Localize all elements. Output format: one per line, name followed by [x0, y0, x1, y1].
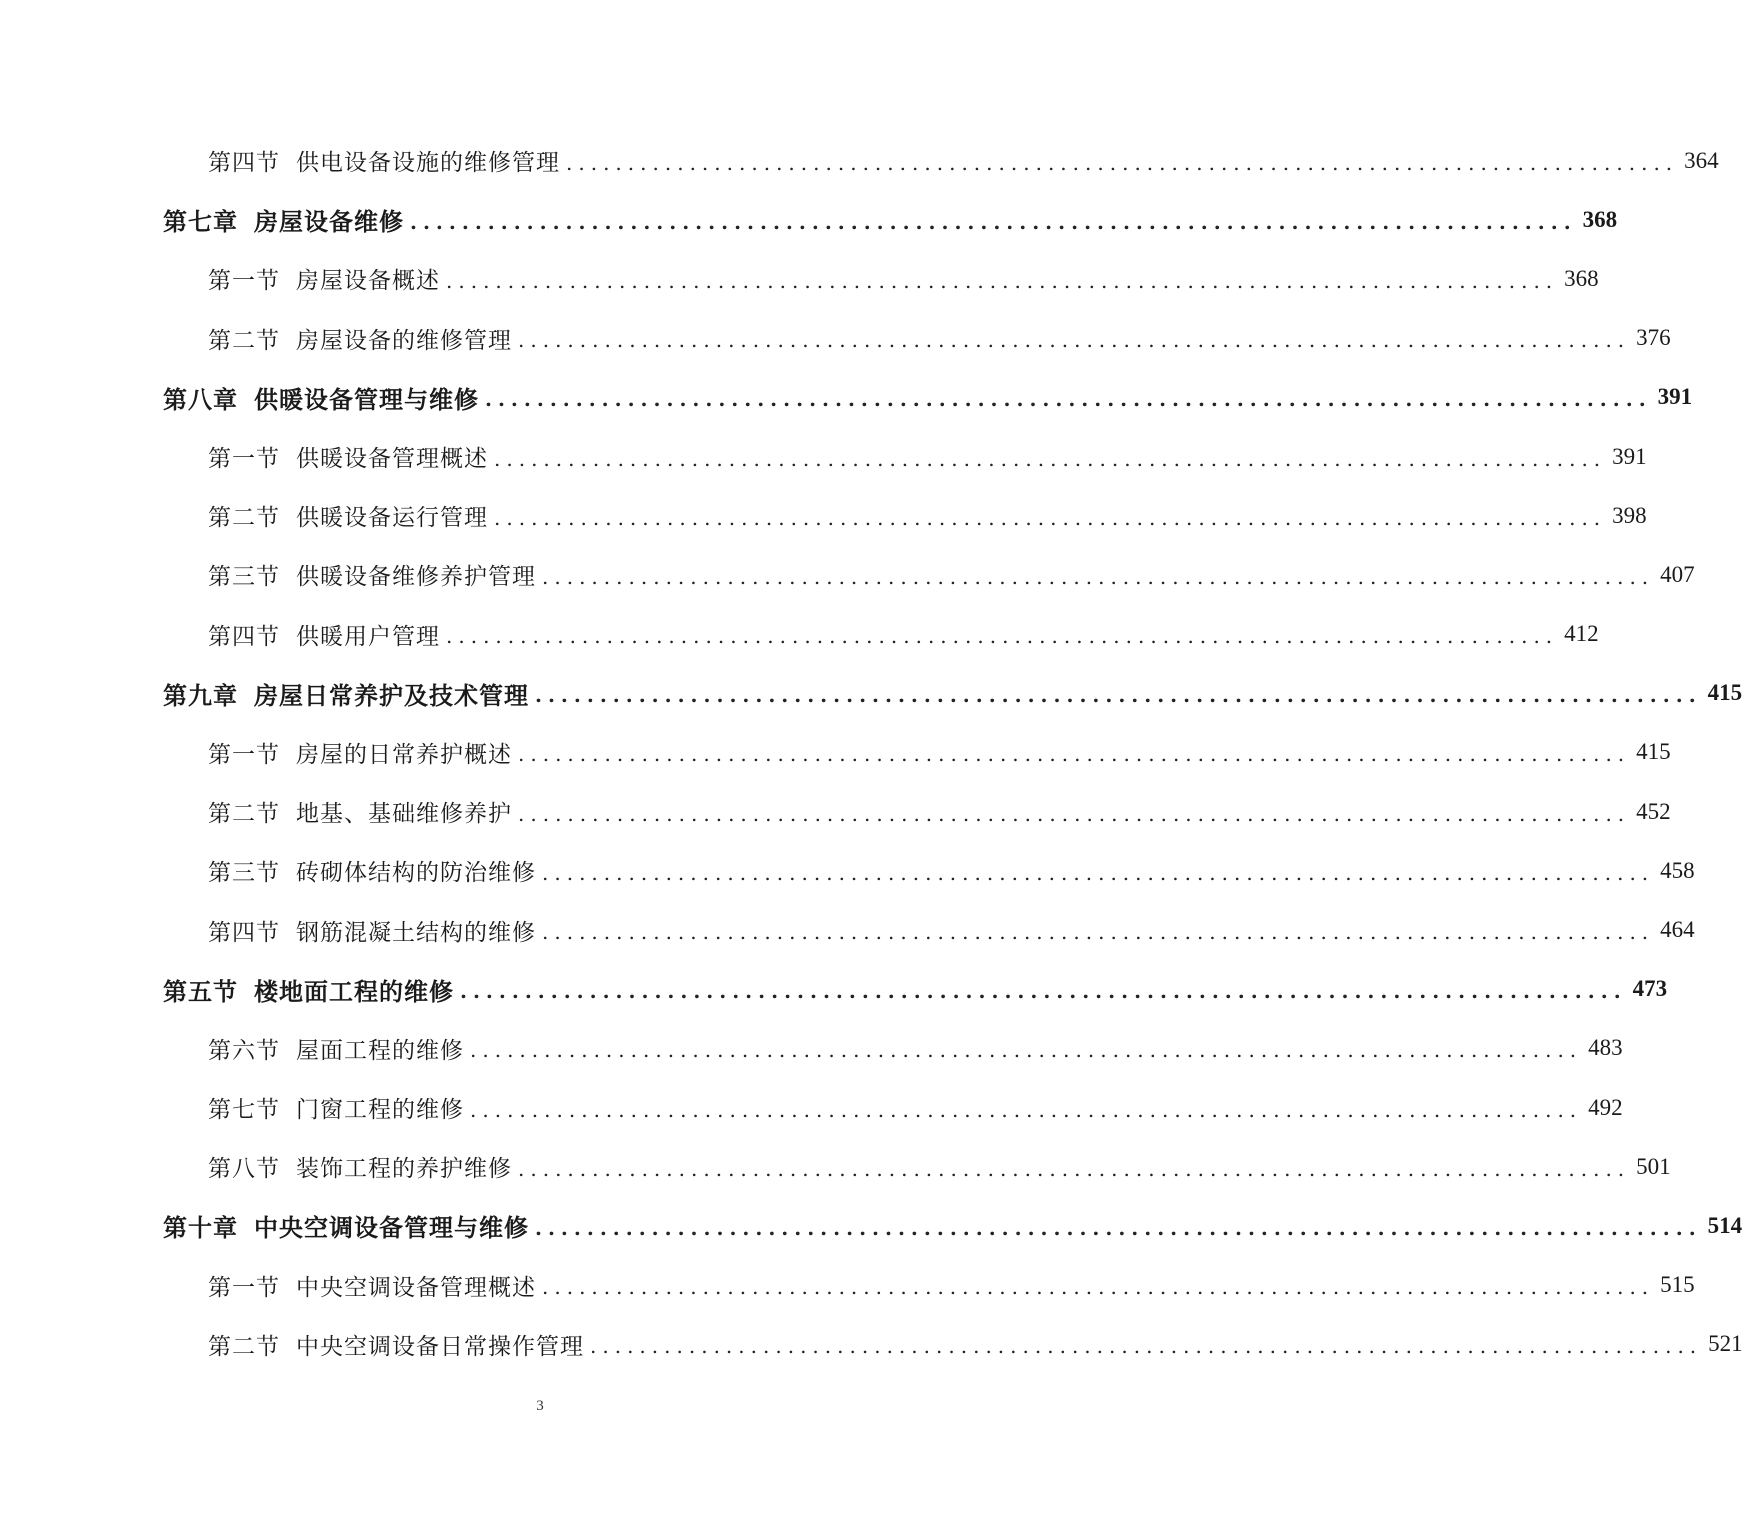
dot-leader: .......................................................................................... — [518, 801, 1631, 826]
toc-entry-title: 地基、基础维修养护 — [296, 801, 512, 828]
dot-leader: .......................................................................................... — [485, 387, 1652, 412]
toc-entry-title: 房屋设备概述 — [296, 268, 440, 295]
toc-entry[interactable] — [0, 309, 1671, 368]
toc-entry-title: 房屋日常养护及技术管理 — [254, 680, 529, 710]
toc-entry-number: 第二节 — [208, 801, 280, 828]
toc-entry-title: 供暖设备管理概述 — [296, 446, 488, 473]
toc-entry-number: 第五节 — [163, 976, 238, 1006]
toc-entry-number: 第一节 — [208, 1274, 280, 1301]
toc-entry-page: 514 — [1707, 1212, 1743, 1238]
toc-entry-title: 屋面工程的维修 — [296, 1037, 464, 1064]
toc-entry-title: 房屋的日常养护概述 — [296, 741, 512, 768]
dot-leader: .......................................................................................... — [542, 1275, 1655, 1300]
toc-entry[interactable] — [0, 841, 1695, 900]
toc-entry-page: 473 — [1632, 976, 1668, 1002]
dot-leader: .......................................................................................... — [460, 979, 1627, 1004]
toc-entry-title: 中央空调设备管理与维修 — [254, 1213, 529, 1243]
dot-leader: .......................................................................................... — [494, 446, 1607, 471]
toc-entry[interactable] — [0, 782, 1671, 841]
dot-leader: .......................................................................................... — [518, 742, 1631, 767]
toc-entry-number: 第八章 — [163, 384, 238, 414]
dot-leader: .......................................................................................... — [590, 1334, 1703, 1359]
toc-entry-page: 368 — [1582, 206, 1618, 232]
dot-leader: .......................................................................................... — [410, 209, 1577, 234]
toc-entry-title: 供暖设备运行管理 — [296, 505, 488, 532]
toc-entry-title: 供电设备设施的维修管理 — [296, 150, 560, 177]
toc-entry-number: 第十章 — [163, 1213, 238, 1243]
toc-entry-page: 391 — [1612, 443, 1647, 469]
toc-entry[interactable] — [0, 960, 1668, 1019]
toc-entry-title: 供暖用户管理 — [296, 623, 440, 650]
toc-entry[interactable] — [0, 664, 1743, 723]
toc-entry-number: 第三节 — [208, 860, 280, 887]
toc-entry[interactable] — [0, 131, 1719, 190]
toc-entry-title: 中央空调设备日常操作管理 — [296, 1333, 584, 1360]
dot-leader: .......................................................................................... — [518, 328, 1631, 353]
toc-entry-number: 第四节 — [208, 150, 280, 177]
toc-entry-page: 364 — [1684, 147, 1719, 173]
toc-entry-title: 中央空调设备管理概述 — [296, 1274, 536, 1301]
toc-entry-title: 钢筋混凝土结构的维修 — [296, 919, 536, 946]
toc-entry[interactable] — [0, 1019, 1623, 1078]
dot-leader: .......................................................................................... — [446, 268, 1559, 293]
page-number: 3 — [536, 1398, 544, 1414]
dot-leader: .......................................................................................... — [470, 1038, 1583, 1063]
toc-entry-page: 501 — [1636, 1153, 1671, 1179]
table-of-contents — [0, 131, 1743, 1374]
toc-entry-number: 第一节 — [208, 446, 280, 473]
toc-entry-page: 515 — [1660, 1272, 1695, 1298]
toc-entry[interactable] — [0, 900, 1695, 959]
dot-leader: .......................................................................................... — [518, 1156, 1631, 1181]
toc-entry-title: 房屋设备维修 — [254, 207, 404, 237]
toc-entry-page: 376 — [1636, 325, 1671, 351]
toc-entry-page: 398 — [1612, 502, 1647, 528]
toc-entry-page: 412 — [1564, 621, 1599, 647]
toc-entry[interactable] — [0, 427, 1647, 486]
toc-entry-number: 第二节 — [208, 1333, 280, 1360]
toc-entry-page: 464 — [1660, 917, 1695, 943]
toc-entry[interactable] — [0, 1137, 1671, 1196]
dot-leader: .......................................................................................... — [542, 564, 1655, 589]
toc-entry-title: 装饰工程的养护维修 — [296, 1156, 512, 1183]
toc-entry[interactable] — [0, 1315, 1743, 1374]
toc-entry[interactable] — [0, 1078, 1623, 1137]
toc-entry-number: 第七节 — [208, 1097, 280, 1124]
toc-entry-number: 第二节 — [208, 505, 280, 532]
toc-entry-title: 供暖设备管理与维修 — [254, 384, 479, 414]
toc-entry[interactable] — [0, 605, 1599, 664]
dot-leader: .......................................................................................... — [535, 683, 1702, 708]
toc-entry-title: 门窗工程的维修 — [296, 1097, 464, 1124]
toc-entry[interactable] — [0, 545, 1695, 604]
toc-entry-page: 492 — [1588, 1094, 1623, 1120]
toc-entry[interactable] — [0, 1196, 1743, 1255]
toc-entry-page: 391 — [1657, 384, 1693, 410]
toc-entry-page: 407 — [1660, 561, 1695, 587]
toc-entry-number: 第八节 — [208, 1156, 280, 1183]
toc-entry[interactable] — [0, 1256, 1695, 1315]
toc-entry-title: 房屋设备的维修管理 — [296, 327, 512, 354]
toc-entry-title: 砖砌体结构的防治维修 — [296, 860, 536, 887]
toc-entry[interactable] — [0, 368, 1693, 427]
toc-entry-number: 第三节 — [208, 564, 280, 591]
dot-leader: .......................................................................................... — [542, 920, 1655, 945]
toc-entry-number: 第一节 — [208, 741, 280, 768]
dot-leader: .......................................................................................... — [494, 505, 1607, 530]
toc-entry-page: 368 — [1564, 265, 1599, 291]
dot-leader: .......................................................................................... — [535, 1215, 1702, 1240]
toc-entry-number: 第七章 — [163, 207, 238, 237]
toc-entry-number: 第六节 — [208, 1037, 280, 1064]
toc-entry-page: 483 — [1588, 1035, 1623, 1061]
toc-entry-page: 458 — [1660, 857, 1695, 883]
toc-entry-page: 415 — [1636, 739, 1671, 765]
toc-entry-page: 521 — [1708, 1331, 1743, 1357]
dot-leader: .......................................................................................... — [470, 1097, 1583, 1122]
toc-entry-page: 415 — [1707, 680, 1743, 706]
toc-entry-number: 第四节 — [208, 623, 280, 650]
dot-leader: .......................................................................................... — [566, 150, 1679, 175]
toc-entry-title: 供暖设备维修养护管理 — [296, 564, 536, 591]
toc-entry-title: 楼地面工程的维修 — [254, 976, 454, 1006]
toc-entry[interactable] — [0, 190, 1618, 249]
dot-leader: .......................................................................................... — [542, 860, 1655, 885]
toc-entry-page: 452 — [1636, 798, 1671, 824]
toc-entry[interactable] — [0, 723, 1671, 782]
toc-entry-number: 第九章 — [163, 680, 238, 710]
toc-entry[interactable] — [0, 486, 1647, 545]
dot-leader: .......................................................................................... — [446, 624, 1559, 649]
toc-entry[interactable] — [0, 249, 1599, 308]
toc-entry-number: 第四节 — [208, 919, 280, 946]
toc-entry-number: 第一节 — [208, 268, 280, 295]
toc-entry-number: 第二节 — [208, 327, 280, 354]
